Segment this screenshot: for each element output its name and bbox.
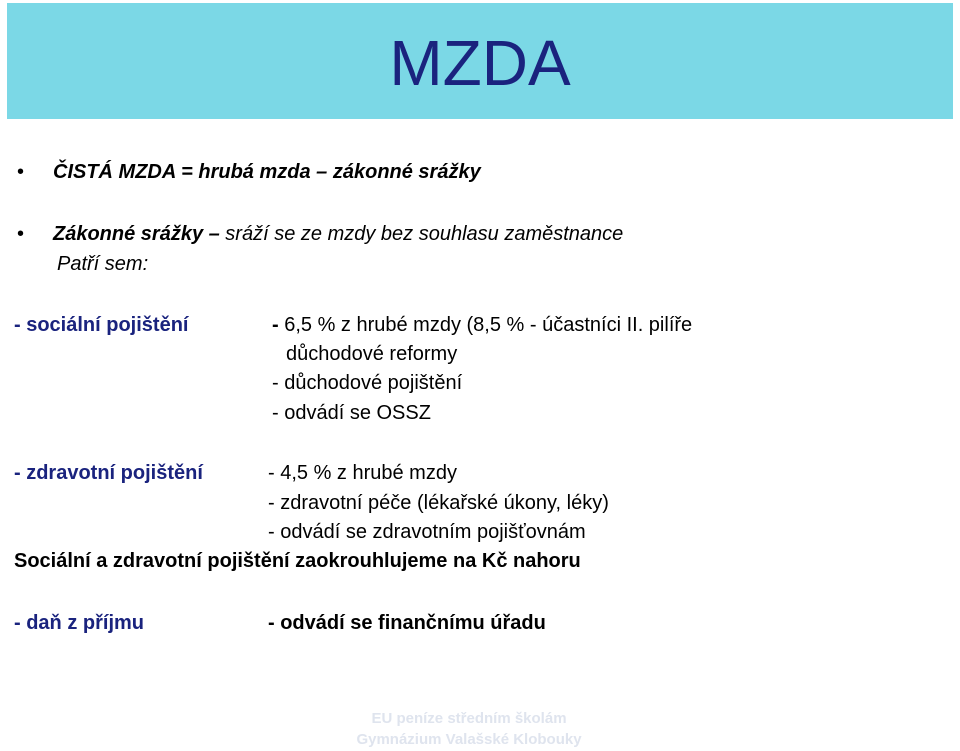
social-line-4: - odvádí se OSSZ <box>272 402 431 424</box>
net-wage-tail: zákonné srážky <box>327 161 481 183</box>
net-wage-lead: ČISTÁ MZDA = hrubá mzda <box>53 161 317 183</box>
rounding-note: Sociální a zdravotní pojištění zaokrouhlujeme na Kč nahoru <box>14 550 581 572</box>
health-line-3: - odvádí se zdravotním pojišťovnám <box>268 521 586 543</box>
social-line-1-dash: - <box>272 314 285 336</box>
deductions-tail: sráží se ze mzdy bez souhlasu zaměstnance <box>219 223 624 245</box>
social-line-2: důchodové reformy <box>286 343 458 365</box>
slide-title: MZDA <box>389 27 571 99</box>
deductions-lead: Zákonné srážky <box>53 223 209 245</box>
deductions-line <box>53 222 623 246</box>
footer-line-1 <box>0 710 960 728</box>
tax-desc: - odvádí se finančnímu úřadu <box>268 612 546 634</box>
health-line-1: - 4,5 % z hrubé mzdy <box>268 462 457 484</box>
title-bar <box>7 3 953 119</box>
tax-label: - daň z příjmu <box>14 612 144 634</box>
deductions-sub: Patří sem: <box>57 253 149 275</box>
bullet-icon: • <box>17 161 25 183</box>
social-line-3: - důchodové pojištění <box>272 372 463 394</box>
health-label: - zdravotní pojištění <box>14 462 203 484</box>
deductions-dash: – <box>208 223 220 245</box>
social-line-1 <box>272 313 692 337</box>
net-wage-dash: – <box>316 161 328 183</box>
footer-line-1-text: EU peníze středním školám <box>371 710 567 727</box>
health-line-2: - zdravotní péče (lékařské úkony, léky) <box>268 492 609 514</box>
footer-line-2-text: Gymnázium Valašské Klobouky <box>356 731 582 748</box>
footer-line-2 <box>0 731 960 749</box>
bullet-icon: • <box>17 223 25 245</box>
social-label: - sociální pojištění <box>14 314 189 336</box>
social-line-1-text: 6,5 % z hrubé mzdy (8,5 % - účastníci II. pilíře <box>284 314 693 336</box>
net-wage-line <box>53 160 481 184</box>
